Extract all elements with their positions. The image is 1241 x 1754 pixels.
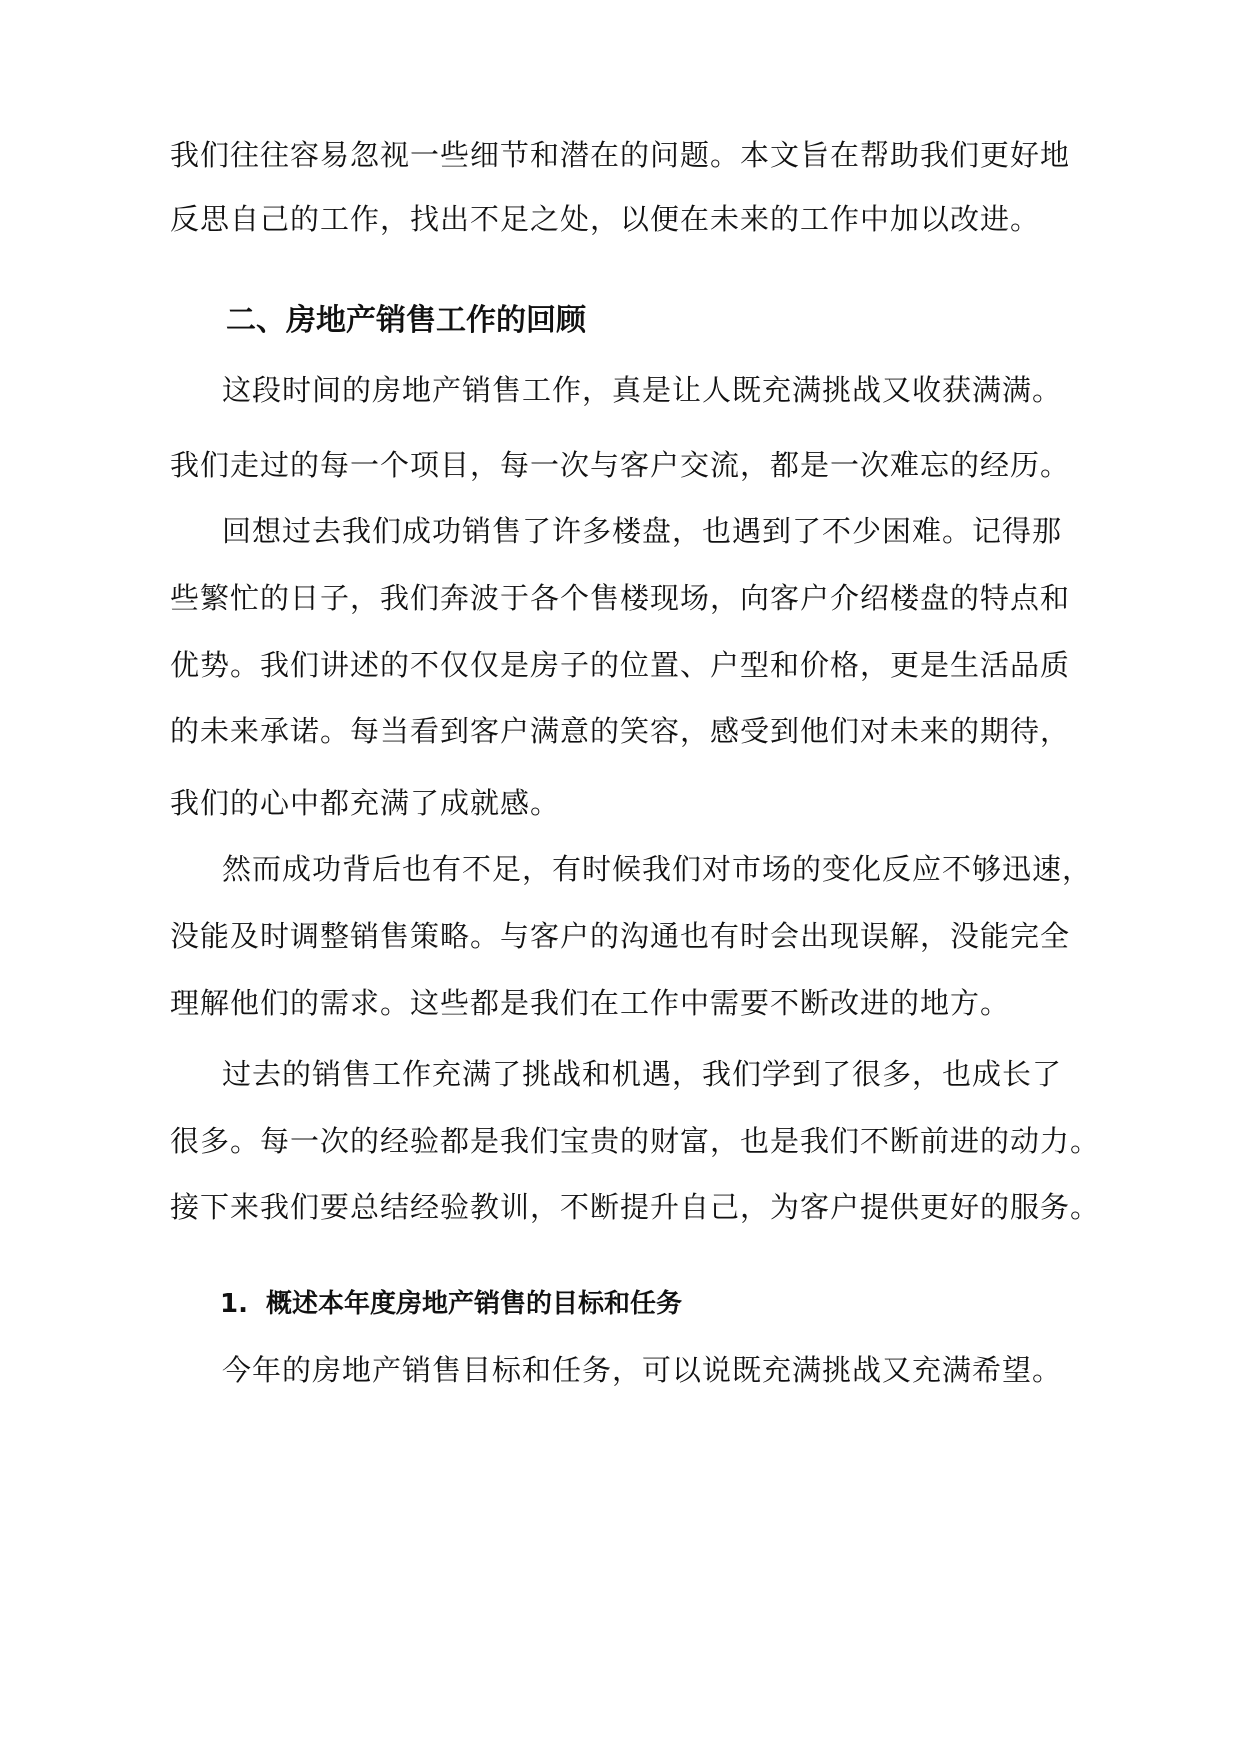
body-text-line: 很多。每一次的经验都是我们宝贵的财富，也是我们不断前进的动力。 <box>170 1124 1101 1158</box>
body-text-line: 过去的销售工作充满了挑战和机遇，我们学到了很多，也成长了 <box>222 1057 1063 1091</box>
body-text-line: 没能及时调整销售策略。与客户的沟通也有时会出现误解，没能完全 <box>170 919 1071 953</box>
body-text-line: 我们往往容易忽视一些细节和潜在的问题。本文旨在帮助我们更好地 <box>170 138 1071 172</box>
subsection-title: 概述本年度房地产销售的目标和任务 <box>265 1289 682 1319</box>
body-text-line: 的未来承诺。每当看到客户满意的笑容，感受到他们对未来的期待， <box>170 714 1071 748</box>
body-text-line: 优势。我们讲述的不仅仅是房子的位置、户型和价格，更是生活品质 <box>170 648 1071 682</box>
body-text-line: 然而成功背后也有不足，有时候我们对市场的变化反应不够迅速， <box>222 852 1093 886</box>
body-text-line: 回想过去我们成功销售了许多楼盘，也遇到了不少困难。记得那 <box>222 514 1063 548</box>
body-text-line: 我们的心中都充满了成就感。 <box>170 786 561 820</box>
subsection-heading <box>220 1287 682 1321</box>
body-text-line: 些繁忙的日子，我们奔波于各个售楼现场，向客户介绍楼盘的特点和 <box>170 581 1071 615</box>
body-text-line: 接下来我们要总结经验教训，不断提升自己，为客户提供更好的服务。 <box>170 1190 1101 1224</box>
body-text-line: 这段时间的房地产销售工作，真是让人既充满挑战又收获满满。 <box>222 373 1063 407</box>
body-text-line: 今年的房地产销售目标和任务，可以说既充满挑战又充满希望。 <box>222 1353 1063 1387</box>
subsection-number: 1. <box>220 1289 248 1319</box>
body-text-line: 理解他们的需求。这些都是我们在工作中需要不断改进的地方。 <box>170 986 1011 1020</box>
body-text-line: 反思自己的工作，找出不足之处，以便在未来的工作中加以改进。 <box>170 202 1041 236</box>
body-text-line: 我们走过的每一个项目，每一次与客户交流，都是一次难忘的经历。 <box>170 448 1071 482</box>
section-heading: 二、房地产销售工作的回顾 <box>226 303 586 338</box>
